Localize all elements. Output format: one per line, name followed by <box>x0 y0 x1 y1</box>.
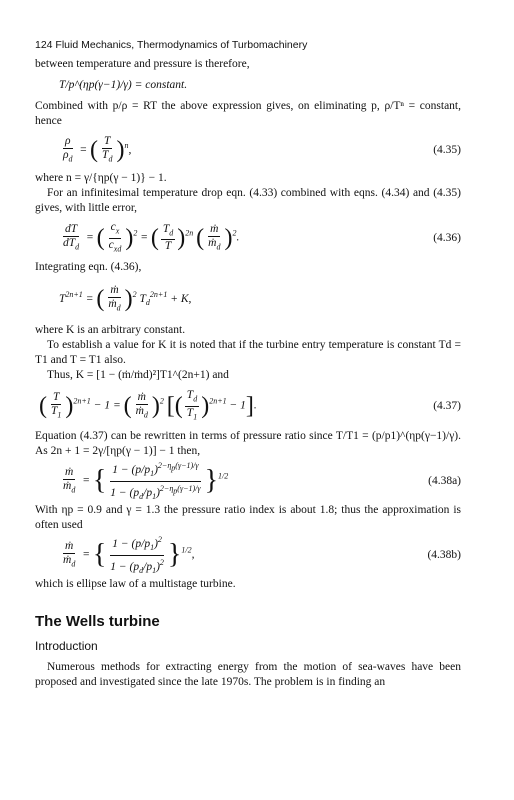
equation-number-4-38b: (4.38b) <box>427 548 461 561</box>
subsection-title: Introduction <box>35 639 98 653</box>
equation-number-4-37: (4.37) <box>433 399 461 412</box>
paragraph-8: Thus, K = [1 − (ṁ/ṁd)²]T1^(2n+1) and <box>47 369 229 381</box>
equation-number-4-35: (4.35) <box>433 143 461 156</box>
section-body: Numerous methods for extracting energy from the motion of sea-waves have been proposed and investigated since the late 1970s. The problem is in finding an <box>35 661 461 688</box>
paragraph-1: between temperature and pressure is therefore, <box>35 58 250 70</box>
equation-number-4-38a: (4.38a) <box>428 474 461 487</box>
equation-4-35-expr: $\frac{\rho}{\rho_d}$ = ( $\frac{T}{T_d}$ )$^n$, <box>63 134 132 164</box>
equation-4-38b-expr: $\frac{\text{ṁ}}{ṁ_d}$ = { $\frac{1 - (p/p_1)^2}{1 - (p_d/p_1)^2}$ }$^{1/2}$, <box>63 535 195 575</box>
equation-integrated <box>35 275 461 323</box>
paragraph-11: which is ellipse law of a multistage turbine. <box>35 578 236 590</box>
equation-const-expr: T/p^(ηp(γ−1)/γ) = constant. <box>59 79 188 91</box>
equation-4-36-expr: $\frac{dT}{dT_d}$ = ( $\frac{c_x}{c_{xd}}$ )$^2$ = ( $\frac{T_d}{T}$ )$^{2n}$ ( $\frac{\text{ṁ}}{ṁ_d}$ )$^2$. <box>63 221 240 253</box>
running-header: 124 Fluid Mechanics, Thermodynamics of Turbomachinery <box>35 39 308 51</box>
equation-4-36 <box>35 216 461 260</box>
equation-4-38b <box>35 533 461 577</box>
equation-4-37-expr: ( $\frac{T}{T_1}$ )$^{2n+1}$ − 1 = ( $\frac{\text{ṁ}}{ṁ_d}$ )$^2$ [( $\frac{T_d}{T_1}$ )$^{2n+1}$ − 1]. <box>39 389 257 421</box>
paragraph-6: where K is an arbitrary constant. <box>35 324 186 336</box>
paragraph-2: Combined with p/ρ = RT the above expression gives, on eliminating p, ρ/Tⁿ = constant, hence <box>35 100 461 127</box>
paragraph-4: For an infinitesimal temperature drop eqn. (4.33) combined with eqns. (4.34) and (4.35) gives, with little error, <box>35 187 461 214</box>
paragraph-5: Integrating eqn. (4.36), <box>35 261 142 273</box>
paragraph-7: To establish a value for K it is noted that if the turbine entry temperature is constant Td = T1 and T = T1 also. <box>35 339 461 366</box>
equation-integrated-expr: $T^{2n+1}$ = ( $\frac{\text{ṁ}}{ṁ_d}$ )$^2$ $T_d^{2n+1} + K$, <box>59 283 192 313</box>
section-title: The Wells turbine <box>35 613 160 630</box>
paragraph-10: With ηp = 0.9 and γ = 1.3 the pressure ratio index is about 1.8; thus the approximation is often used <box>35 504 461 531</box>
paragraph-9: Equation (4.37) can be rewritten in terms of pressure ratio since T/T1 = (p/p1)^(ηp(γ−1)/γ). As 2n + 1 = 2γ/[ηp(γ − 1)] − 1 then, <box>35 430 461 457</box>
equation-4-35 <box>35 129 461 171</box>
equation-4-37 <box>35 383 461 429</box>
equation-const <box>35 78 461 93</box>
equation-4-38a <box>35 459 461 503</box>
paragraph-3: where n = γ/{ηp(γ − 1)} − 1. <box>35 172 167 184</box>
equation-4-38a-expr: $\frac{\text{ṁ}}{ṁ_d}$ = { $\frac{1 - (p/p_1)^{2-\eta_p(\gamma-1)/\gamma}}{1 - (p_d/p_1)^{2-\eta_p(\gamma-1)/\gamma}}$ }$^{1/2}$ <box>63 461 229 501</box>
page <box>35 38 461 690</box>
equation-number-4-36: (4.36) <box>433 231 461 244</box>
